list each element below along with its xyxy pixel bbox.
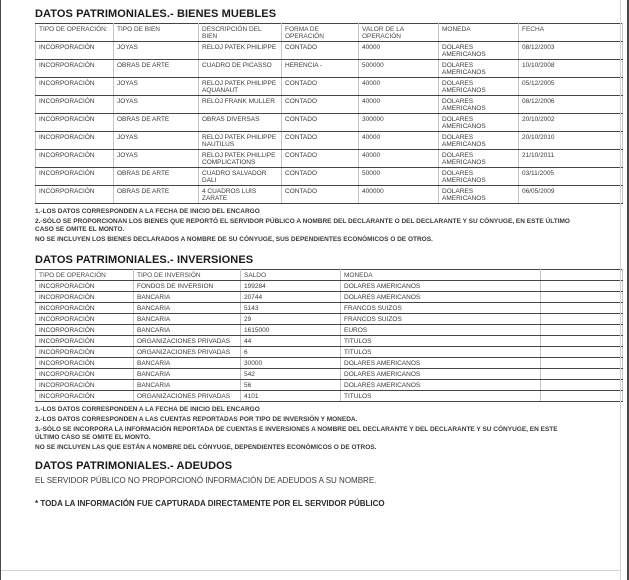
section-adeudos <box>35 460 622 485</box>
table-cell: INCORPORACIÓN <box>36 150 114 168</box>
table-cell: CONTADO <box>282 42 359 60</box>
section-bienes-muebles <box>35 8 622 244</box>
table-cell: INCORPORACIÓN <box>36 292 134 303</box>
table-cell: 06/05/2009 <box>519 186 623 204</box>
table-cell <box>541 303 623 314</box>
table-row <box>36 303 623 314</box>
bienes-muebles-notes <box>35 208 583 244</box>
table-cell: JOYAS <box>114 78 199 96</box>
note-line: NO SE INCLUYEN LOS BIENES DECLARADOS A NOMBRE DE SU CÓNYUGE, SUS DEPENDIENTES ECONÓMICOS O DE OTROS. <box>35 236 433 243</box>
page-right-edge-line <box>620 0 621 580</box>
table-header-cell <box>541 270 623 281</box>
table-cell: EUROS <box>341 325 541 336</box>
note-line: NO SE INCLUYEN LAS QUE ESTÁN A NOMBRE DEL CÓNYUGE, DEPENDIENTES ECONÓMICOS O DE OTROS. <box>35 444 377 451</box>
table-cell <box>541 358 623 369</box>
table-cell: 199284 <box>241 281 341 292</box>
table-cell: INCORPORACIÓN <box>36 78 114 96</box>
table-cell <box>541 325 623 336</box>
table-cell: INCORPORACIÓN <box>36 281 134 292</box>
table-cell: 40000 <box>359 96 439 114</box>
table-cell: DOLARES AMERICANOS <box>341 369 541 380</box>
table-cell: CUADRO DE PICASSO <box>199 60 282 78</box>
table-row <box>36 314 623 325</box>
table-cell: ORGANIZACIONES PRIVADAS <box>134 347 241 358</box>
table-cell: 5143 <box>241 303 341 314</box>
table-cell: RELOJ FRANK MULLER <box>199 96 282 114</box>
table-cell <box>541 281 623 292</box>
table-cell: BANCARIA <box>134 314 241 325</box>
table-cell: INCORPORACIÓN <box>36 186 114 204</box>
table-row <box>36 380 623 391</box>
table-cell: 40000 <box>359 42 439 60</box>
table-cell: 1615000 <box>241 325 341 336</box>
table-cell: TITULOS <box>341 391 541 402</box>
table-cell: DOLARES AMERICANOS <box>341 281 541 292</box>
table-cell: TITULOS <box>341 336 541 347</box>
table-cell: 20744 <box>241 292 341 303</box>
table-cell: INCORPORACIÓN <box>36 168 114 186</box>
table-row <box>36 336 623 347</box>
table-header-cell: VALOR DE LA OPERACIÓN <box>359 24 439 42</box>
table-cell: 300000 <box>359 114 439 132</box>
table-cell: BANCARIA <box>134 369 241 380</box>
note-line: 1.-LOS DATOS CORRESPONDEN A LA FECHA DE INICIO DEL ENCARGO <box>35 208 260 215</box>
table-cell: ORGANIZACIONES PRIVADAS <box>134 336 241 347</box>
table-cell: RELOJ PATEK PHILIPPE <box>199 42 282 60</box>
table-cell: 08/12/2003 <box>519 42 623 60</box>
table-cell: DOLARES AMERICANOS <box>439 150 519 168</box>
table-cell: OBRAS DE ARTE <box>114 186 199 204</box>
table-cell: 30000 <box>241 358 341 369</box>
bienes-muebles-table <box>35 23 623 204</box>
table-cell: JOYAS <box>114 132 199 150</box>
table-cell: DOLARES AMERICANOS <box>341 292 541 303</box>
table-cell: 40000 <box>359 78 439 96</box>
table-cell: CONTADO <box>282 186 359 204</box>
table-row <box>36 369 623 380</box>
table-cell: INCORPORACIÓN <box>36 380 134 391</box>
table-cell: HERENCIA - <box>282 60 359 78</box>
table-row <box>36 292 623 303</box>
table-cell: 4101 <box>241 391 341 402</box>
table-cell <box>541 292 623 303</box>
table-cell: BANCARIA <box>134 325 241 336</box>
table-header-cell: SALDO <box>241 270 341 281</box>
table-cell: 21/10/2011 <box>519 150 623 168</box>
table-cell: JOYAS <box>114 150 199 168</box>
table-cell: OBRAS DE ARTE <box>114 114 199 132</box>
table-cell: INCORPORACIÓN <box>36 391 134 402</box>
table-header-cell: FORMA DE OPERACIÓN <box>282 24 359 42</box>
table-header-cell: TIPO DE OPERACIÓN <box>36 270 134 281</box>
table-cell: CONTADO <box>282 78 359 96</box>
table-header-cell: TIPO DE OPERACIÓN: <box>36 24 114 42</box>
table-cell <box>541 391 623 402</box>
table-cell: CONTADO <box>282 168 359 186</box>
table-cell: 400000 <box>359 186 439 204</box>
table-cell: FONDOS DE INVERSION <box>134 281 241 292</box>
table-row <box>36 168 623 186</box>
table-cell: CUADRO SALVADOR DALI <box>199 168 282 186</box>
table-cell: BANCARIA <box>134 380 241 391</box>
table-cell: CONTADO <box>282 96 359 114</box>
table-cell <box>541 380 623 391</box>
section-inversiones <box>35 254 622 452</box>
table-header-cell: FECHA <box>519 24 623 42</box>
table-cell: JOYAS <box>114 42 199 60</box>
note-line: 2.-SÓLO SE PROPORCIONAN LOS BIENES QUE REPORTÓ EL SERVIDOR PÚBLICO A NOMBRE DEL DECLARANTE O DEL DECLARANTE Y SU CÓNYUGE, EN ESTE ÚLTIMO CASO SE OMITE EL MONTO. <box>35 218 570 233</box>
table-header-cell: MONEDA <box>439 24 519 42</box>
table-cell: INCORPORACIÓN <box>36 60 114 78</box>
table-row <box>36 60 623 78</box>
table-cell: 542 <box>241 369 341 380</box>
table-cell: 40000 <box>359 132 439 150</box>
table-cell: INCORPORACIÓN <box>36 358 134 369</box>
table-cell <box>541 314 623 325</box>
table-row <box>36 114 623 132</box>
table-cell: 40000 <box>359 150 439 168</box>
table-cell: INCORPORACIÓN <box>36 336 134 347</box>
table-cell: TITULOS <box>341 347 541 358</box>
table-cell: 03/11/2005 <box>519 168 623 186</box>
table-cell: INCORPORACIÓN <box>36 369 134 380</box>
table-cell: DOLARES AMERICANOS <box>439 186 519 204</box>
table-row <box>36 42 623 60</box>
table-cell: DOLARES AMERICANOS <box>439 168 519 186</box>
table-row <box>36 391 623 402</box>
table-cell: DOLARES AMERICANOS <box>439 78 519 96</box>
table-row <box>36 78 623 96</box>
table-cell: DOLARES AMERICANOS <box>341 358 541 369</box>
table-cell: RELOJ PATEK PHILIPPE AQUANAUT <box>199 78 282 96</box>
table-cell: 29 <box>241 314 341 325</box>
section-title-inversiones: DATOS PATRIMONIALES.- INVERSIONES <box>35 254 254 266</box>
table-cell: RELOJ PATEK PHILLIPE COMPLICATIONS <box>199 150 282 168</box>
table-cell: 05/12/2005 <box>519 78 623 96</box>
table-cell: INCORPORACIÓN <box>36 42 114 60</box>
table-cell: BANCARIA <box>134 358 241 369</box>
table-cell: DOLARES AMERICANOS <box>341 380 541 391</box>
table-cell: BANCARIA <box>134 303 241 314</box>
footer-note: * TODA LA INFORMACIÓN FUE CAPTURADA DIRECTAMENTE POR EL SERVIDOR PÚBLICO <box>35 499 385 508</box>
table-cell: INCORPORACIÓN <box>36 132 114 150</box>
table-cell: 08/12/2006 <box>519 96 623 114</box>
table-row <box>36 132 623 150</box>
table-cell: JOYAS <box>114 96 199 114</box>
table-cell: 20/10/2002 <box>519 114 623 132</box>
table-cell: 6 <box>241 347 341 358</box>
table-cell: BANCARIA <box>134 292 241 303</box>
table-cell: OBRAS DE ARTE <box>114 168 199 186</box>
note-line: 1.-LOS DATOS CORRESPONDEN A LA FECHA DE INICIO DEL ENCARGO <box>35 406 260 413</box>
table-row <box>36 358 623 369</box>
table-cell <box>541 369 623 380</box>
table-cell: 500000 <box>359 60 439 78</box>
table-header-cell: TIPO DE INVERSIÓN <box>134 270 241 281</box>
table-cell: 50000 <box>359 168 439 186</box>
table-cell: CONTADO <box>282 132 359 150</box>
page-bottom-edge-line <box>0 570 621 571</box>
table-cell: DOLARES AMERICANOS <box>439 60 519 78</box>
table-cell: CONTADO <box>282 150 359 168</box>
table-cell: INCORPORACIÓN <box>36 314 134 325</box>
table-cell: INCORPORACIÓN <box>36 325 134 336</box>
table-cell: 44 <box>241 336 341 347</box>
adeudos-statement: EL SERVIDOR PÚBLICO NO PROPORCIONÓ INFORMACIÓN DE ADEUDOS A SU NOMBRE. <box>35 476 377 485</box>
table-cell: CONTADO <box>282 114 359 132</box>
table-row <box>36 186 623 204</box>
table-header-cell: DESCRIPCIÓN DEL BIEN <box>199 24 282 42</box>
table-cell: 56 <box>241 380 341 391</box>
table-header-row <box>36 24 623 42</box>
table-row <box>36 281 623 292</box>
note-line: 2.-LOS DATOS CORRESPONDEN A LAS CUENTAS REPORTADAS POR TIPO DE INVERSIÓN Y MONEDA. <box>35 416 358 423</box>
section-title-adeudos: DATOS PATRIMONIALES.- ADEUDOS <box>35 460 233 472</box>
table-cell: INCORPORACIÓN <box>36 114 114 132</box>
table-cell: DOLARES AMERICANOS <box>439 42 519 60</box>
table-cell: OBRAS DIVERSAS <box>199 114 282 132</box>
inversiones-table <box>35 269 623 402</box>
table-cell: FRANCOS SUIZOS <box>341 303 541 314</box>
table-cell <box>541 347 623 358</box>
table-cell: ORGANIZACIONES PRIVADAS <box>134 391 241 402</box>
table-cell: DOLARES AMERICANOS <box>439 114 519 132</box>
table-header-cell: TIPO DE BIEN <box>114 24 199 42</box>
table-cell: RELOJ PATEK PHILIPPE NAUTILUS <box>199 132 282 150</box>
table-cell: 4 CUADROS LUIS ZARATE <box>199 186 282 204</box>
table-cell: OBRAS DE ARTE <box>114 60 199 78</box>
inversiones-notes <box>35 406 583 452</box>
table-row <box>36 325 623 336</box>
table-cell: DOLARES AMERICANOS <box>439 132 519 150</box>
table-cell: DOLARES AMERICANOS <box>439 96 519 114</box>
table-cell: INCORPORACIÓN <box>36 96 114 114</box>
table-cell: 10/10/2008 <box>519 60 623 78</box>
table-cell <box>541 336 623 347</box>
table-row <box>36 347 623 358</box>
table-header-row <box>36 270 623 281</box>
viewport-left-border <box>0 0 1 580</box>
section-title-bienes-muebles: DATOS PATRIMONIALES.- BIENES MUEBLES <box>35 8 277 20</box>
table-row <box>36 96 623 114</box>
table-cell: 20/10/2010 <box>519 132 623 150</box>
table-cell: INCORPORACIÓN <box>36 347 134 358</box>
table-row <box>36 150 623 168</box>
note-line: 3.-SÓLO SE INCORPORA LA INFORMACIÓN REPORTADA DE CUENTAS E INVERSIONES A NOMBRE DEL DECLARANTE Y DEL DECLARANTE Y SU CÓNYUGE, EN ESTE ÚLTIMO CASO SE OMITE EL MONTO. <box>35 426 558 441</box>
table-cell: INCORPORACIÓN <box>36 303 134 314</box>
table-header-cell: MONEDA <box>341 270 541 281</box>
table-cell: FRANCOS SUIZOS <box>341 314 541 325</box>
